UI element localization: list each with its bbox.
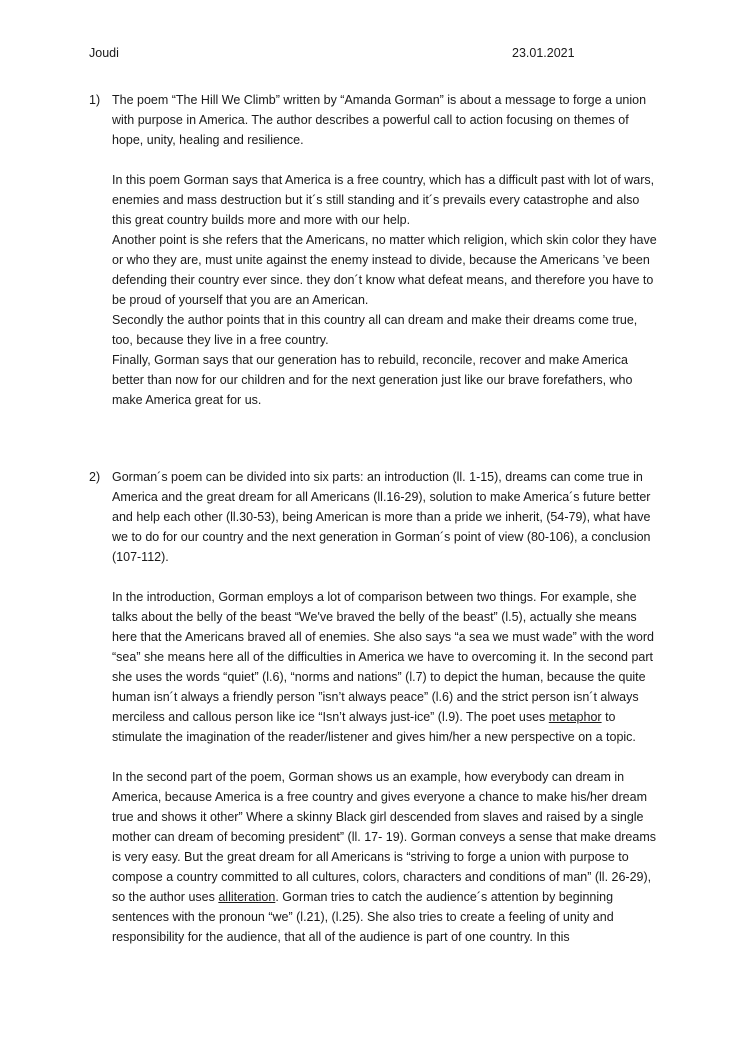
answer-1 <box>89 90 659 410</box>
answer-1-paragraph-3: Secondly the author points that in this country all can dream and make their dreams come true, too, because they live in a free country. <box>112 313 638 347</box>
answer-2-paragraph-1 <box>112 587 659 747</box>
term-metaphor: metaphor <box>548 710 602 724</box>
term-alliteration: alliteration <box>218 890 276 904</box>
answer-2-paragraph-2-text-a: In the second part of the poem, Gorman shows us an example, how everybody can dream in America, because America is a free country and gives everyone a chance to make his/her dream true and shows it other” Where a skinny Black girl descended from slaves and raised by a single mother can dream of becoming president” (ll. 17- 19). Gorman conveys a sense that make dreams is very easy. But the great dream for all Americans is “striving to forge a union with purpose to compose a country committed to all cultures, colors, characters and conditions of man” (ll. 26-29), so the author uses <box>112 770 657 904</box>
answer-2-body <box>112 467 659 947</box>
answer-2-paragraph-2-text-b: . Gorman tries to catch the audience´s attention by beginning sentences with the pronoun “we” (l.21), (l.25). She also tries to create a feeling of unity and responsibility for the audience, that all of the audience is part of one country. In this <box>112 890 614 944</box>
answer-2-paragraph-2 <box>112 767 659 947</box>
answer-2-intro: Gorman´s poem can be divided into six parts: an introduction (ll. 1-15), dreams can come true in America and the great dream for all Americans (ll.16-29), solution to make America´s future better and help each other (ll.30-53), being American is more than a pride we inherit, (54-79), what have we to do for our country and the next generation in Gorman´s point of view (80-106), a conclusion (107-112). <box>112 470 651 564</box>
answer-1-body <box>112 90 659 410</box>
answer-1-paragraph-4: Finally, Gorman says that our generation has to rebuild, reconcile, recover and make America better than now for our children and for the next generation just like our brave forefathers, who make America great for us. <box>112 353 633 407</box>
answer-1-paragraph-1: In this poem Gorman says that America is a free country, which has a difficult past with lot of wars, enemies and mass destruction but it´s still standing and it´s prevails every catastrophe and also this great country builds more and more with our help. <box>112 173 655 227</box>
author-name: Joudi <box>89 46 119 60</box>
answer-1-intro: The poem “The Hill We Climb” written by “Amanda Gorman” is about a message to forge a union with purpose in America. The author describes a powerful call to action focusing on themes of hope, unity, healing and resilience. <box>112 93 647 147</box>
answer-2-paragraph-1-text-a: In the introduction, Gorman employs a lot of comparison between two things. For example, she talks about the belly of the beast “We've braved the belly of the beast” (l.5), actually she means here that the Americans braved all of enemies. She also says “a sea we must wade” with the word “sea” she means here all of the difficulties in America we have to overcoming it. In the second part she uses the words “quiet” (l.6), “norms and nations” (l.7) to depict the human, because the quite human isn´t always a friendly person ”isn’t always peace” (l.6) and the strict person isn´t always merciless and callous person like ice “Isn’t always just-ice” (l.9). The poet uses <box>112 590 654 724</box>
document-date: 23.01.2021 <box>512 46 575 60</box>
answer-2-paragraph-1-text-b: to stimulate the imagination of the reader/listener and gives him/her a new perspective on a topic. <box>112 710 636 744</box>
answer-1-paragraph-2: Another point is she refers that the Americans, no matter which religion, which skin color they have or who they are, must unite against the enemy instead to divide, because the Americans ’ve been defending their country ever since. they don´t know what defeat means, and therefore you have to be proud of yourself that you are an American. <box>112 233 657 307</box>
answer-1-number: 1) <box>89 93 101 107</box>
answer-2-number: 2) <box>89 470 101 484</box>
answer-2 <box>89 467 659 947</box>
